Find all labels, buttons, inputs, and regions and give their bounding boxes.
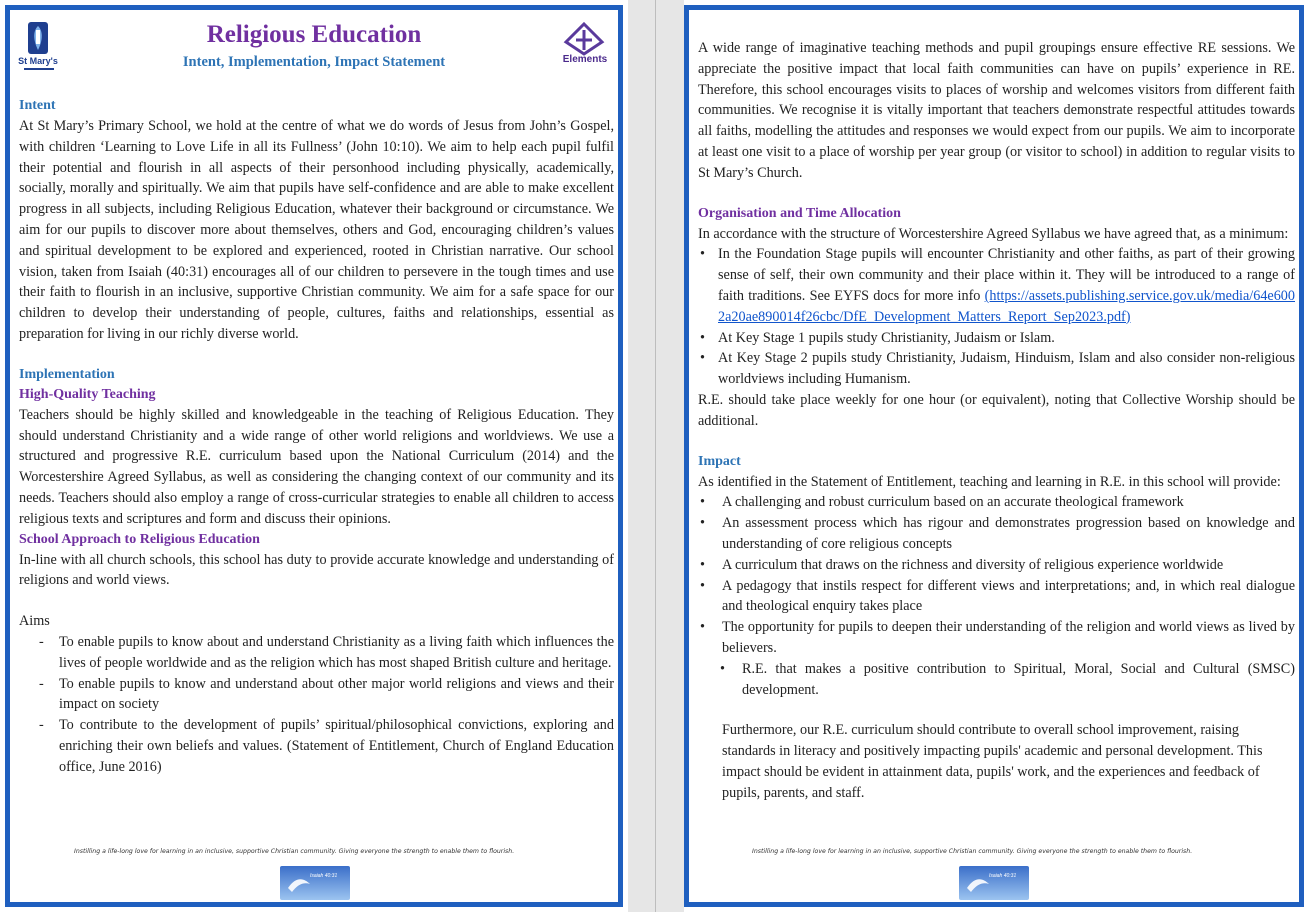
list-item: - To contribute to the development of pupils’ spiritual/philosophical convictions, exploring and enriching their own beliefs and values. (Statement of Entitlement, Church of England Education office, June 2016) — [59, 715, 614, 777]
list-item: • R.E. that makes a positive contribution to Spiritual, Moral, Social and Cultural (SMSC) development. — [718, 659, 1295, 701]
elements-logo: Elements — [562, 54, 608, 65]
organisation-note: R.E. should take place weekly for one hour (or equivalent), noting that Collective Worship should be additional. — [698, 391, 1295, 429]
document-page-2 — [684, 0, 1311, 912]
impact-sub-list — [698, 659, 1295, 701]
impact-list — [698, 492, 1295, 658]
intent-heading: Intent — [19, 98, 56, 113]
bird-image-icon — [280, 866, 350, 900]
eyfs-link[interactable]: (https://assets.publishing.service.gov.uk/media/64e6002a20ae890014f26cbc/DfE_Development_Matters_Report_Sep2023.pdf) — [718, 287, 1295, 325]
document-page-1 — [0, 0, 628, 912]
isaiah-badge — [959, 866, 1029, 900]
page-gutter — [628, 0, 684, 912]
impact-closing: Furthermore, our R.E. curriculum should contribute to overall school improvement, raising standards in literacy and positively impacting pupils' academic and personal development. This impact should be evident in attainment data, pupils' work, and the experiences and feedback of pupils, parents, and staff. — [722, 722, 1263, 801]
hqt-heading: High-Quality Teaching — [19, 386, 156, 402]
list-item: • A challenging and robust curriculum based on an accurate theological framework — [698, 492, 1295, 513]
organisation-intro: In accordance with the structure of Worcestershire Agreed Syllabus we have agreed that, as a minimum: — [698, 225, 1289, 242]
badge-text: Isaiah 40:31 — [310, 873, 338, 879]
list-item: • The opportunity for pupils to deepen their understanding of the religion and world views as lived by believers. — [698, 617, 1295, 659]
approach-paragraph: In-line with all church schools, this school has duty to provide accurate knowledge and understanding of religions and world views. — [19, 551, 614, 589]
page-title: Religious Education — [206, 21, 422, 48]
left-column — [19, 96, 614, 778]
list-item: - To enable pupils to know about and understand Christianity as a living faith which influences the lives of people worldwide and as the religion which has most shaped British culture and heritage. — [59, 632, 614, 674]
approach-heading: School Approach to Religious Education — [19, 531, 260, 547]
list-item: • A pedagogy that instils respect for different views and interpretations; and, in which real dialogue and theological enquiry takes place — [698, 576, 1295, 618]
organisation-list — [698, 244, 1295, 390]
impact-intro: As identified in the Statement of Entitlement, teaching and learning in R.E. in this school will provide: — [698, 473, 1281, 490]
implementation-heading: Implementation — [19, 366, 115, 382]
list-item: - To enable pupils to know and understand about other major world religions and views and their impact on society — [59, 674, 614, 716]
isaiah-badge — [280, 866, 350, 900]
intent-paragraph: At St Mary’s Primary School, we hold at the centre of what we do words of Jesus from John’s Gospel, with children ‘Learning to Love Life in all its Fullness’ (John 10:10). We aim to help each pupil fulfil their potential and flourish in all aspects of their personhood including physically, academically, socially, morally and spiritually. We aim that pupils have self-confidence and are able to make excellent progress in all subjects, including Religious Education, whatever their background or circumstance. We aim for our pupils to discover more about themselves, others and God, encouraging children’s values and spiritual development to be explored and experienced, rooted in Christian narrative. Our school vision, taken from Isaiah (40:31) encourages all of our children to persevere in the tough times and use their faith to flourish in an inclusive, supportive Christian community. We aim for a safe space for our children to develop their understanding of people, cultures, faiths and relationships, essential as preparation for living in our richly diverse world. — [19, 118, 614, 342]
bird-image-icon — [959, 866, 1029, 900]
organisation-heading: Organisation and Time Allocation — [698, 205, 901, 221]
aims-list — [19, 632, 614, 778]
badge-text: Isaiah 40:31 — [989, 873, 1017, 879]
list-item: • At Key Stage 1 pupils study Christianity, Judaism or Islam. — [698, 328, 1295, 349]
svg-text:St Mary's: St Mary's — [18, 56, 58, 66]
right-column — [698, 38, 1295, 804]
footer-motto: Instilling a life-long love for learning in an inclusive, supportive Christian community. Giving everyone the strength to enable them to flourish. — [74, 848, 515, 855]
visits-paragraph: A wide range of imaginative teaching methods and pupil groupings ensure effective RE sessions. We appreciate the positive impact that local faith communities can have on pupils’ experience in RE. Therefore, this school encourages visits to places of worship and welcomes visitors from different faith communities. We recognise it is vitally important that teachers demonstrate respectful attitudes towards all faiths, modelling the attitudes and responses we would expect from our pupils. We aim to incorporate at least one visit to a place of worship per year group (or visitor to school) in addition to regular visits to St Mary’s Church. — [698, 40, 1295, 181]
list-item: • An assessment process which has rigour and demonstrates progression based on knowledge and understanding of core religious concepts — [698, 513, 1295, 555]
aims-label: Aims — [19, 613, 50, 630]
list-item: • In the Foundation Stage pupils will encounter Christianity and other faiths, as part of their growing sense of self, their own community and their place within it. They will be introduced to a range of faith traditions. See EYFS docs for more info (https://assets.publishing.service.gov.uk/media/64e6002a20ae890014f26cbc/DfE_Development_Matters_Report_Sep2023.pdf) — [698, 244, 1295, 327]
impact-heading: Impact — [698, 453, 741, 469]
list-item: • A curriculum that draws on the richness and diversity of religious experience worldwide — [698, 555, 1295, 576]
hqt-paragraph: Teachers should be highly skilled and knowledgeable in the teaching of Religious Education. They should understand Christianity and a wide range of other world religions and worldviews. We use a structured and progressive R.E. curriculum based upon the National Curriculum (2014) and the Worcestershire Agreed Syllabus, as well as considering the changing context of our community and its needs. Teachers should also employ a range of cross-curricular strategies to enable all children to access religious texts and scriptures and form and discuss their opinions. — [19, 406, 614, 527]
page-subtitle: Intent, Implementation, Impact Statement — [182, 54, 446, 70]
list-item: • At Key Stage 2 pupils study Christianity, Judaism, Hinduism, Islam and also consider non-religious worldviews including Humanism. — [698, 348, 1295, 390]
footer-motto: Instilling a life-long love for learning in an inclusive, supportive Christian community. Giving everyone the strength to enable them to flourish. — [752, 848, 1193, 855]
